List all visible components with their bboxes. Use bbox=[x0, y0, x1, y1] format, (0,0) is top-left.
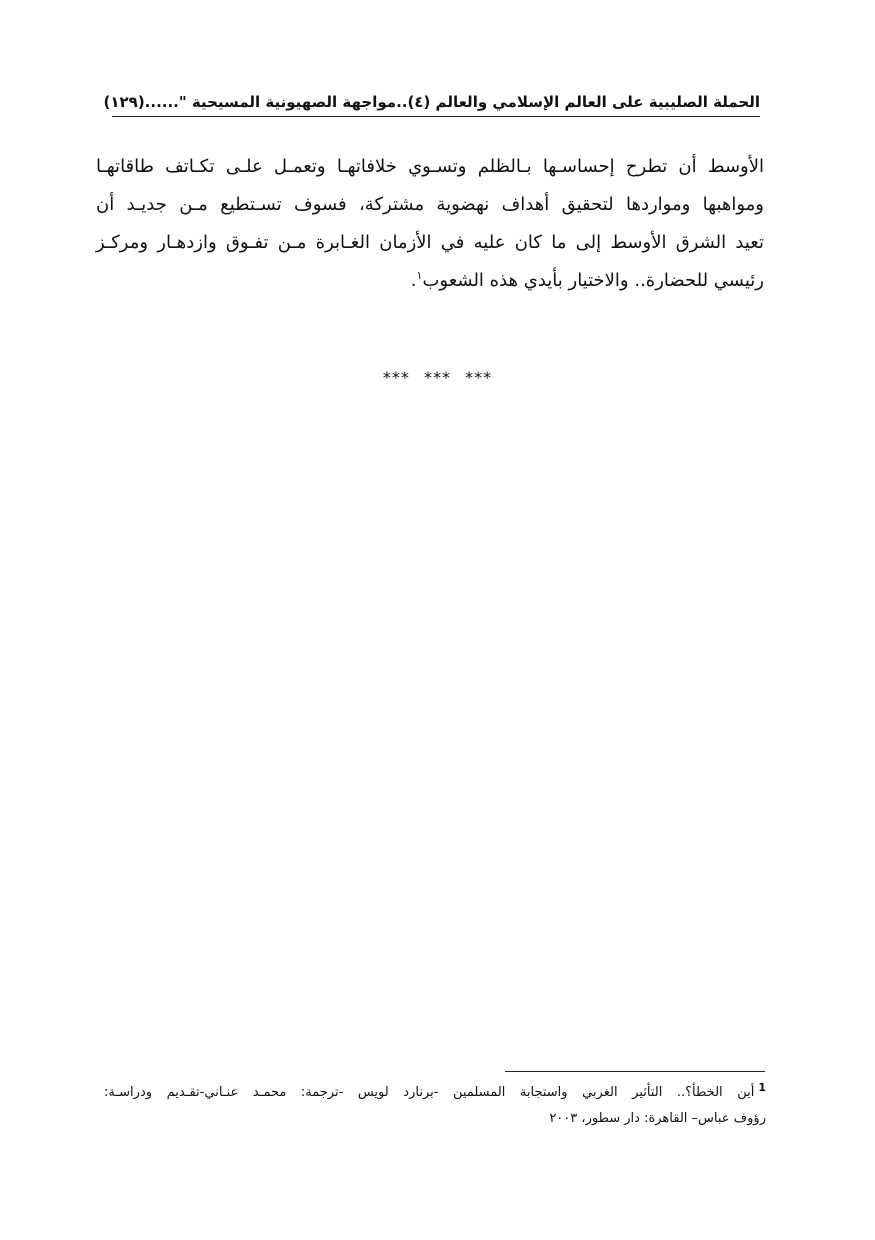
body-line: الأوسط أن تطرح إحساسـها بـالظلم وتسـوي خلافاتهـا وتعمـل علـى تكـاتف طاقاتهـا bbox=[96, 156, 764, 177]
body-line-last bbox=[96, 262, 764, 300]
footnote-rule bbox=[505, 1071, 765, 1072]
section-separator: *** *** *** bbox=[382, 368, 493, 387]
footnote-reference[interactable]: ١ bbox=[416, 269, 423, 282]
header-title: الحملة الصليبية على العالم الإسلامي والعالم (٤)..مواجهة الصهيونية المسيحية "...... bbox=[144, 93, 760, 111]
end-punctuation: . bbox=[410, 270, 417, 291]
footnote-line bbox=[104, 1080, 766, 1106]
body-line: تعيد الشرق الأوسط إلى ما كان عليه في الأزمان الغـابرة مـن تفـوق وازدهـار ومركـز bbox=[96, 232, 764, 253]
running-header bbox=[103, 88, 760, 116]
body-line: ومواهبها ومواردها لتحقيق أهداف نهضوية مشتركة، فسوف تسـتطيع مـن جديـد أن bbox=[96, 194, 764, 215]
header-rule bbox=[112, 116, 760, 117]
footnote bbox=[104, 1080, 766, 1132]
footnote-number: 1 bbox=[758, 1080, 766, 1094]
footnote-line: رؤوف عباس– القاهرة: دار سطور، ٢٠٠٣ bbox=[549, 1111, 766, 1126]
page-number: (١٢٩) bbox=[103, 93, 145, 111]
body-paragraph bbox=[96, 148, 764, 300]
footnote-text: أين الخطأ؟.. التأثير الغربي واستجابة المسلمين -برنارد لويس -ترجمة: محمـد عنـاني-تقـديم ودراسـة: bbox=[104, 1085, 755, 1100]
body-line-text: رئيسي للحضارة.. والاختيار بأيدي هذه الشعوب bbox=[422, 270, 764, 291]
